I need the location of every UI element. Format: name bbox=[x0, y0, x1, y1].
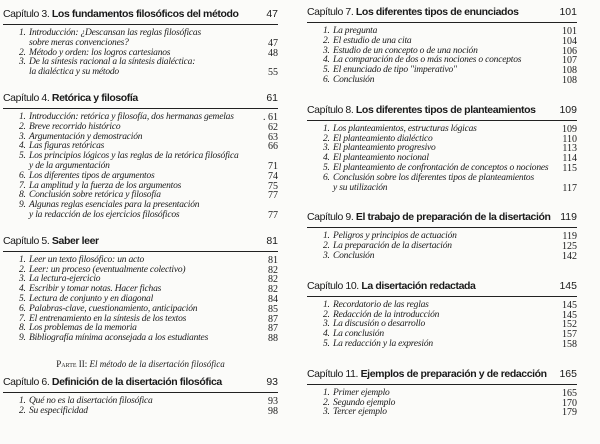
section-title: Peligros y principios de actuación bbox=[333, 231, 457, 242]
section-number: 2. bbox=[19, 405, 26, 416]
chapter-label: Capítulo 9. bbox=[307, 211, 354, 224]
section-number: 2. bbox=[323, 397, 330, 408]
section-list bbox=[3, 113, 278, 221]
chapter-page-number: 61 bbox=[266, 91, 278, 104]
right-page-column bbox=[307, 0, 577, 418]
section-title: Escribir y tomar notas. Hacer fichas bbox=[29, 284, 162, 295]
section-list bbox=[307, 389, 577, 418]
section-number: 6. bbox=[323, 74, 330, 85]
section-page-number: 47 bbox=[268, 37, 278, 49]
section-title: El entrenamiento en la síntesis de los textos bbox=[29, 313, 187, 324]
section-page-number: 157 bbox=[562, 329, 577, 341]
toc-entry-text bbox=[19, 211, 262, 221]
section-page-number: 106 bbox=[562, 45, 577, 57]
section-title: Introducción: retórica y filosofía, dos hermanas gemelas bbox=[29, 111, 234, 122]
chapter-heading bbox=[307, 368, 577, 385]
toc-entry-line bbox=[19, 211, 278, 221]
toc-entry-line bbox=[323, 76, 577, 86]
section-page-number: 158 bbox=[562, 338, 577, 350]
section-title: La pregunta bbox=[333, 26, 378, 36]
section-number: 1. bbox=[19, 395, 26, 406]
section-title: El planteamiento progresivo bbox=[333, 143, 436, 154]
section-number: 2. bbox=[323, 241, 330, 252]
section-number: 3. bbox=[19, 274, 26, 285]
section-page-number: 84 bbox=[268, 293, 278, 305]
section-page-number: 142 bbox=[562, 250, 577, 262]
chapter-page-number: 93 bbox=[266, 375, 278, 388]
chapter-label: Capítulo 7. bbox=[307, 6, 354, 18]
section-page-number: 87 bbox=[268, 323, 278, 335]
chapter-name: Definición de la disertación filosófica bbox=[51, 375, 222, 388]
section-title: Leer: un proceso (eventualmente colectivo) bbox=[29, 264, 186, 275]
section-number: 2. bbox=[323, 133, 330, 144]
toc-entry bbox=[323, 340, 577, 350]
section-title: Las figuras retóricas bbox=[29, 141, 105, 152]
chapter-name: Los diferentes tipos de enunciados bbox=[355, 6, 519, 18]
section-title: La preparación de la disertación bbox=[333, 241, 452, 252]
chapter-block bbox=[307, 368, 577, 418]
toc-entry-line bbox=[323, 184, 577, 194]
toc-entry-text bbox=[19, 407, 262, 417]
section-page-number: 88 bbox=[268, 333, 278, 345]
section-number: 1. bbox=[19, 254, 26, 265]
chapter-page-number: 165 bbox=[559, 367, 577, 380]
section-page-number: 152 bbox=[562, 319, 577, 331]
section-title: El enunciado de tipo "imperativo" bbox=[333, 65, 457, 76]
toc-entry-line bbox=[323, 340, 577, 350]
section-number: 1. bbox=[19, 111, 26, 122]
section-number: 4. bbox=[323, 153, 330, 164]
section-title: Bibliografía mínima aconsejada a los estudiantes bbox=[29, 333, 209, 344]
chapter-label: Capítulo 6. bbox=[3, 375, 50, 388]
section-number: 5. bbox=[323, 162, 330, 173]
section-title: Conclusión sobre los diferentes tipos de planteamientos bbox=[333, 172, 534, 183]
section-page-number: 114 bbox=[562, 153, 577, 165]
section-number: 5. bbox=[323, 338, 330, 349]
section-number: 8. bbox=[19, 323, 26, 334]
chapter-page-number: 47 bbox=[266, 8, 278, 20]
chapter-block bbox=[307, 6, 577, 86]
section-number: 1. bbox=[323, 26, 330, 36]
section-page-number: . 61 bbox=[263, 111, 278, 123]
section-page-number: 109 bbox=[562, 123, 577, 135]
section-title: Su especificidad bbox=[29, 405, 88, 416]
section-list bbox=[307, 27, 577, 86]
section-page-number: 125 bbox=[562, 241, 577, 253]
toc-entry-text bbox=[323, 408, 556, 418]
section-number: 3. bbox=[323, 143, 330, 154]
section-title: Conclusión bbox=[333, 250, 375, 261]
section-page-number: 98 bbox=[268, 405, 278, 417]
section-list bbox=[307, 232, 577, 261]
section-number: 1. bbox=[323, 231, 330, 242]
section-number: 3. bbox=[323, 319, 330, 330]
toc-entry-line bbox=[19, 68, 278, 78]
section-page-number: 101 bbox=[562, 26, 577, 37]
toc-entry-text bbox=[19, 334, 262, 344]
toc-entry-text bbox=[323, 252, 556, 262]
chapter-heading bbox=[307, 211, 577, 228]
chapter-label: Capítulo 10. bbox=[307, 279, 359, 292]
section-page-number: 117 bbox=[562, 182, 577, 194]
section-title: La redacción y la expresión bbox=[333, 338, 433, 349]
section-number: 1. bbox=[19, 28, 26, 38]
chapter-block bbox=[3, 376, 278, 417]
chapter-heading bbox=[307, 104, 577, 121]
section-page-number: 77 bbox=[268, 209, 278, 221]
section-number: 2. bbox=[19, 264, 26, 275]
section-number: 1. bbox=[323, 299, 330, 310]
section-list bbox=[307, 125, 577, 194]
section-number: 3. bbox=[323, 45, 330, 56]
section-title: De la síntesis racional a la síntesis dialéctica: bbox=[29, 57, 196, 68]
chapter-label: Capítulo 3. bbox=[3, 8, 50, 20]
section-number: 4. bbox=[323, 55, 330, 66]
chapter-name: Los diferentes tipos de planteamientos bbox=[355, 103, 536, 116]
section-title: Método y orden: los logros cartesianos bbox=[29, 47, 171, 58]
chapter-heading bbox=[3, 376, 278, 393]
chapter-label: Capítulo 4. bbox=[3, 91, 50, 104]
section-page-number: 74 bbox=[268, 170, 278, 182]
section-title: Los diferentes tipos de argumentos bbox=[29, 170, 155, 181]
toc-entry bbox=[323, 76, 577, 86]
chapter-title bbox=[307, 280, 553, 293]
section-page-number: 77 bbox=[268, 190, 278, 202]
section-title: Argumentación y demostración bbox=[29, 131, 143, 142]
section-number: 6. bbox=[19, 303, 26, 314]
section-number: 6. bbox=[19, 170, 26, 181]
section-page-number: 145 bbox=[562, 309, 577, 321]
section-list bbox=[3, 256, 278, 344]
chapter-name: El trabajo de preparación de la disertación bbox=[355, 211, 551, 224]
section-page-number: 115 bbox=[562, 162, 577, 174]
section-title: Redacción de la introducción bbox=[333, 309, 440, 320]
section-title: Qué no es la disertación filosófica bbox=[29, 395, 153, 406]
chapter-title bbox=[3, 376, 260, 389]
section-title: Conclusión sobre retórica y filosofía bbox=[29, 190, 161, 201]
section-number: 4. bbox=[19, 141, 26, 152]
chapter-block bbox=[307, 211, 577, 261]
section-number: 8. bbox=[19, 190, 26, 201]
section-page-number: 81 bbox=[268, 254, 278, 266]
section-title: Los planteamientos, estructuras lógicas bbox=[333, 123, 477, 134]
section-number: 1. bbox=[323, 387, 330, 398]
section-title: Los principios lógicos y las reglas de la retórica filosófica bbox=[29, 151, 239, 162]
section-title: y su utilización bbox=[333, 182, 388, 193]
part-heading bbox=[3, 358, 278, 370]
toc-entry bbox=[19, 201, 278, 221]
section-title: Tercer ejemplo bbox=[333, 407, 387, 418]
section-title: y de la argumentación bbox=[29, 160, 110, 171]
chapter-title bbox=[3, 235, 260, 248]
section-title: El estudio de una cita bbox=[333, 35, 412, 46]
toc-entry-line bbox=[323, 408, 577, 418]
section-number: 7. bbox=[19, 180, 26, 191]
toc-entry bbox=[19, 152, 278, 172]
section-title: Breve recorrido histórico bbox=[29, 121, 121, 132]
chapter-title bbox=[3, 92, 260, 105]
chapter-page-number: 109 bbox=[559, 103, 577, 116]
section-page-number: 82 bbox=[268, 264, 278, 276]
section-number: 2. bbox=[19, 47, 26, 58]
section-page-number: 75 bbox=[268, 180, 278, 192]
left-page-column bbox=[3, 0, 278, 417]
section-number: 5. bbox=[323, 65, 330, 76]
toc-entry-line bbox=[19, 334, 278, 344]
chapter-title bbox=[3, 8, 260, 21]
section-title: La comparación de dos o más nociones o conceptos bbox=[333, 55, 522, 66]
section-number: 9. bbox=[19, 200, 26, 211]
section-title: Primer ejemplo bbox=[333, 387, 390, 398]
section-number: 4. bbox=[19, 284, 26, 295]
section-list bbox=[307, 301, 577, 350]
chapter-title bbox=[307, 104, 553, 117]
toc-entry-text bbox=[323, 340, 556, 350]
toc-entry-line bbox=[19, 407, 278, 417]
toc-entry bbox=[323, 174, 577, 194]
section-title: sobre meras convenciones? bbox=[29, 37, 129, 48]
section-title: y la redacción de los ejercicios filosóficos bbox=[29, 209, 180, 220]
chapter-page-number: 119 bbox=[560, 211, 577, 224]
section-number: 3. bbox=[323, 407, 330, 418]
chapter-title bbox=[307, 211, 554, 224]
section-title: Palabras-clave, cuestionamiento, anticipación bbox=[29, 303, 198, 314]
chapter-heading bbox=[3, 235, 278, 252]
section-number: 3. bbox=[19, 57, 26, 68]
section-title: La lectura-ejercicio bbox=[29, 274, 101, 285]
chapter-heading bbox=[3, 92, 278, 109]
section-number: 6. bbox=[323, 172, 330, 183]
section-page-number: 110 bbox=[562, 133, 577, 145]
section-title: La conclusión bbox=[333, 329, 384, 340]
section-number: 1. bbox=[323, 123, 330, 134]
section-number: 5. bbox=[19, 293, 26, 304]
section-page-number: 107 bbox=[562, 55, 577, 67]
toc-entry-line bbox=[323, 252, 577, 262]
chapter-block bbox=[307, 104, 577, 194]
section-title: El planteamiento nocional bbox=[333, 153, 429, 164]
section-number: 3. bbox=[323, 250, 330, 261]
part-title: El método de la disertación filosófica bbox=[89, 358, 225, 369]
chapter-label: Capítulo 5. bbox=[3, 234, 50, 247]
section-page-number: 145 bbox=[562, 299, 577, 311]
toc-entry-text bbox=[19, 68, 262, 78]
section-title: Algunas reglas esenciales para la presentación bbox=[29, 200, 200, 211]
chapter-block bbox=[307, 280, 577, 350]
section-title: Recordatorio de las reglas bbox=[333, 299, 429, 310]
toc-entry bbox=[19, 58, 278, 78]
chapter-name: Saber leer bbox=[51, 234, 99, 247]
chapter-title bbox=[307, 6, 553, 19]
section-page-number: 71 bbox=[268, 160, 278, 172]
section-number: 2. bbox=[19, 121, 26, 132]
section-title: La amplitud y la fuerza de los argumentos bbox=[29, 180, 182, 191]
chapter-page-number: 101 bbox=[559, 6, 577, 18]
toc-entry bbox=[19, 407, 278, 417]
section-number: 9. bbox=[19, 333, 26, 344]
chapter-name: La disertación redactada bbox=[361, 279, 476, 292]
section-title: Estudio de un concepto o de una noción bbox=[333, 45, 478, 56]
section-page-number: 66 bbox=[268, 141, 278, 153]
section-list bbox=[3, 397, 278, 417]
section-title: Segundo ejemplo bbox=[333, 397, 396, 408]
section-page-number: 119 bbox=[562, 231, 577, 243]
section-page-number: 179 bbox=[562, 407, 577, 419]
section-page-number: 93 bbox=[268, 395, 278, 407]
section-number: 2. bbox=[323, 35, 330, 46]
chapter-name: Retórica y filosofía bbox=[51, 91, 138, 104]
chapter-page-number: 81 bbox=[266, 234, 278, 247]
chapter-name: Los fundamentos filosóficos del método bbox=[51, 8, 239, 20]
chapter-block bbox=[3, 92, 278, 221]
section-number: 7. bbox=[19, 313, 26, 324]
part-label: Parte II: bbox=[56, 358, 88, 369]
chapter-block bbox=[3, 8, 278, 78]
section-page-number: 170 bbox=[562, 397, 577, 409]
chapter-heading bbox=[3, 8, 278, 25]
section-title: Conclusión bbox=[333, 74, 375, 85]
section-title: Introducción: ¿Descansan las reglas filosóficas bbox=[29, 28, 201, 38]
section-title: El planteamiento dialéctico bbox=[333, 133, 433, 144]
section-page-number: 55 bbox=[268, 67, 278, 79]
section-number: 4. bbox=[323, 329, 330, 340]
chapter-heading bbox=[307, 280, 577, 297]
section-number: 3. bbox=[19, 131, 26, 142]
toc-entry-text bbox=[323, 76, 556, 86]
section-page-number: 113 bbox=[562, 143, 577, 155]
toc-entry bbox=[19, 334, 278, 344]
toc-entry bbox=[19, 29, 278, 49]
section-page-number: 82 bbox=[268, 284, 278, 296]
chapter-title bbox=[307, 368, 553, 381]
section-page-number: 85 bbox=[268, 303, 278, 315]
section-title: La discusión o desarrollo bbox=[333, 319, 426, 330]
section-title: la dialéctica y su método bbox=[29, 67, 119, 78]
section-number: 2. bbox=[323, 309, 330, 320]
section-page-number: 108 bbox=[562, 65, 577, 77]
section-title: Los problemas de la memoria bbox=[29, 323, 137, 334]
section-title: El planteamiento de confrontación de conceptos o nociones bbox=[333, 162, 549, 173]
section-page-number: 165 bbox=[562, 387, 577, 399]
section-number: 5. bbox=[19, 151, 26, 162]
chapter-block bbox=[3, 235, 278, 344]
chapter-heading bbox=[307, 6, 577, 23]
toc-entry bbox=[323, 252, 577, 262]
chapter-page-number: 145 bbox=[559, 279, 577, 292]
section-title: Lectura de conjunto y en diagonal bbox=[29, 293, 154, 304]
section-page-number: 108 bbox=[562, 74, 577, 86]
toc-entry-text bbox=[323, 184, 556, 194]
section-page-number: 104 bbox=[562, 35, 577, 47]
section-page-number: 87 bbox=[268, 313, 278, 325]
section-list bbox=[3, 29, 278, 78]
toc-entry bbox=[323, 408, 577, 418]
section-page-number: 62 bbox=[268, 121, 278, 133]
section-title: Leer un texto filosófico: un acto bbox=[29, 254, 145, 265]
section-page-number: 48 bbox=[268, 47, 278, 59]
chapter-label: Capítulo 8. bbox=[307, 103, 354, 116]
section-page-number: 82 bbox=[268, 274, 278, 286]
chapter-label: Capítulo 11. bbox=[307, 367, 359, 380]
section-page-number: 63 bbox=[268, 131, 278, 143]
chapter-name: Ejemplos de preparación y de redacción bbox=[360, 367, 547, 380]
